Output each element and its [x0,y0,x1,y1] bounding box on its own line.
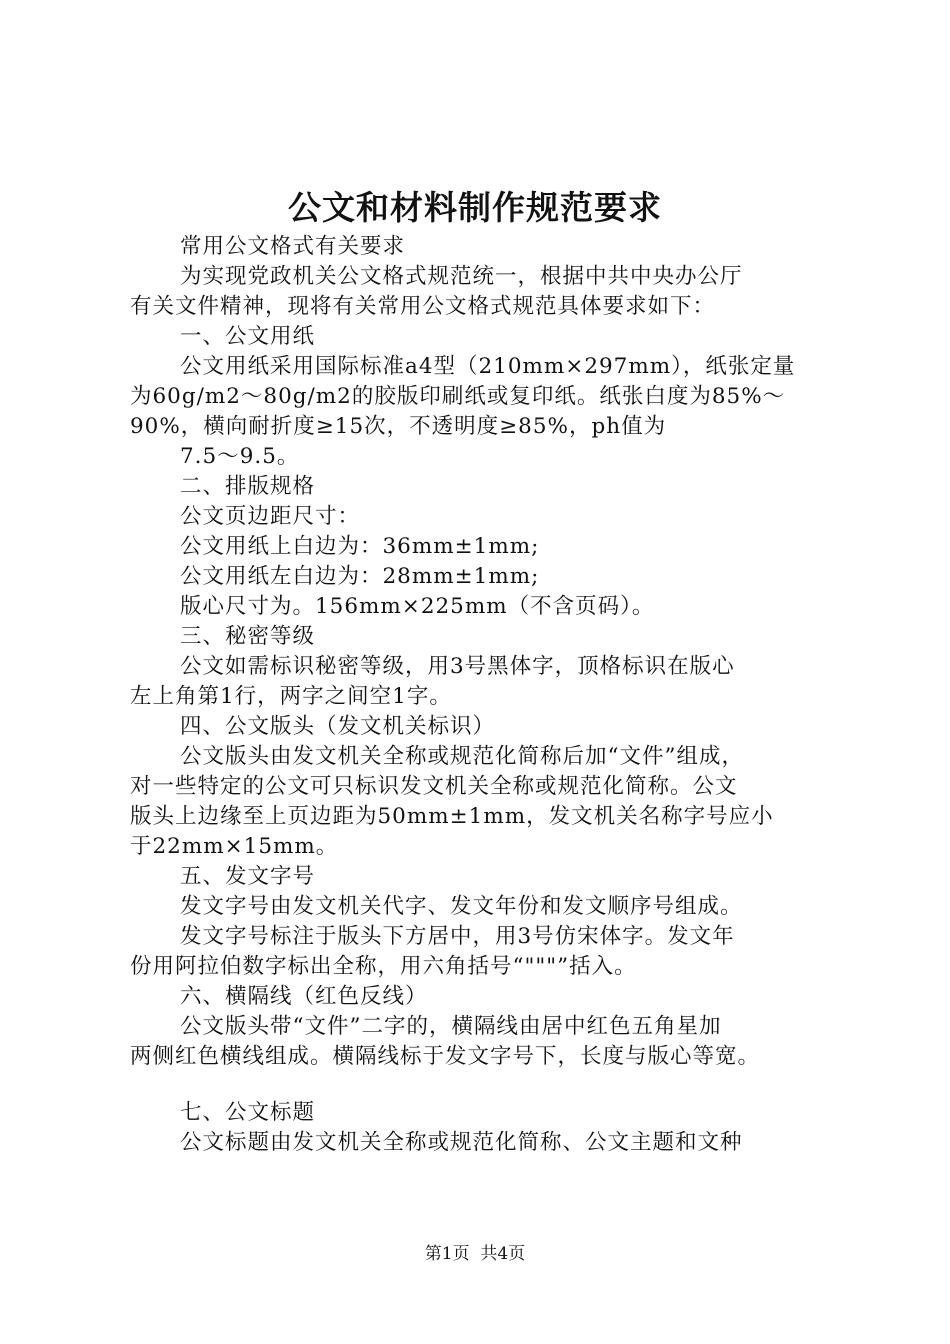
paragraph-line: 公文用纸上白边为：36mm±1mm; [180,534,540,559]
paragraph-gap [130,1072,840,1098]
section-heading: 二、排版规格 [180,474,316,499]
paragraph-line: 为60g/m2～80g/m2的胶版印刷纸或复印纸。纸张白度为85%～ [130,384,786,409]
paragraph-line: 发文字号标注于版头下方居中，用3号仿宋体字。发文年 [180,924,735,949]
paragraph-line: 公文版头带“文件”二字的，横隔线由居中红色五角星加 [180,1014,722,1039]
paragraph-line: 有关文件精神，现将有关常用公文格式规范具体要求如下： [130,294,716,319]
paragraph-line: 发文字号由发文机关代字、发文年份和发文顺序号组成。 [180,894,743,919]
section-heading: 三、秘密等级 [180,624,316,649]
paragraph-line: 对一些特定的公文可只标识发文机关全称或规范化简称。公文 [130,774,738,799]
section-heading: 一、公文用纸 [180,324,316,349]
section-heading: 四、公文版头（发文机关标识） [180,714,496,739]
paragraph-line: 左上角第1行，两字之间空1字。 [130,684,452,709]
section-heading: 六、横隔线（红色反线） [180,984,428,1009]
paragraph-line: 公文版头由发文机关全称或规范化简称后加“文件”组成， [180,744,744,769]
paragraph-line: 公文页边距尺寸： [180,504,361,529]
paragraph-line: 版头上边缘至上页边距为50mm±1mm，发文机关名称字号应小 [130,804,774,829]
page-footer: 第1页 共4页 [424,1244,526,1264]
paragraph-line: 两侧红色横线组成。横隔线标于发文字号下，长度与版心等宽。 [130,1044,761,1069]
paragraph-line: 公文用纸采用国际标准a4型（210mm×297mm），纸张定量 [180,354,796,379]
section-heading: 七、公文标题 [180,1100,316,1125]
document-title: 公文和材料制作规范要求 [288,188,662,227]
section-heading: 五、发文字号 [180,864,316,889]
paragraph-line: 90%，横向耐折度≥15次，不透明度≥85%，ph值为 [130,414,667,439]
section-heading: 常用公文格式有关要求 [180,234,406,259]
paragraph-line: 7.5～9.5。 [180,444,300,469]
paragraph-line: 份用阿拉伯数字标出全称，用六角括号“"""”括入。 [130,954,637,979]
paragraph-line: 公文如需标识秘密等级，用3号黑体字，顶格标识在版心 [180,654,735,679]
paragraph-line: 为实现党政机关公文格式规范统一，根据中共中央办公厅 [180,264,743,289]
paragraph-line: 公文用纸左白边为：28mm±1mm; [180,564,540,589]
paragraph-line: 于22mm×15mm。 [130,834,339,859]
paragraph-line: 版心尺寸为。156mm×225mm（不含页码）。 [180,594,655,619]
paragraph-line: 公文标题由发文机关全称或规范化简称、公文主题和文种 [180,1130,743,1155]
document-body [130,232,840,1158]
